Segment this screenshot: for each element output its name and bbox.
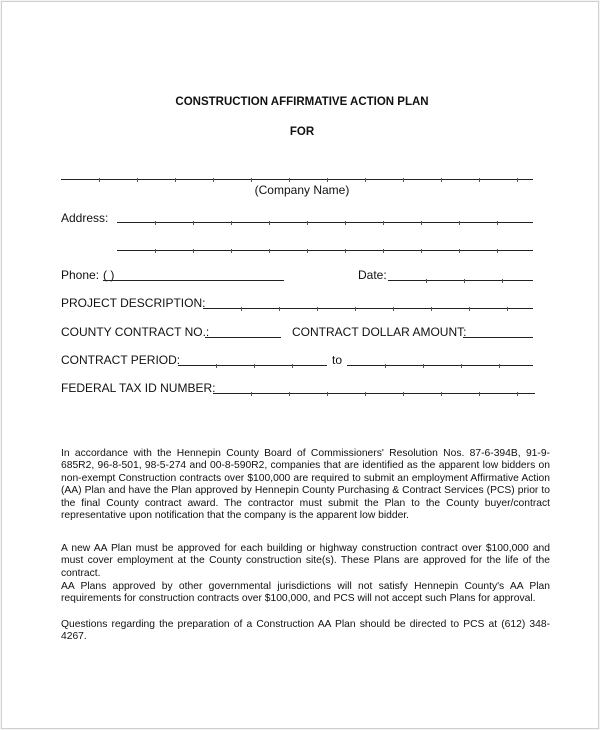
paragraph-new-plan: A new AA Plan must be approved for each building or highway construction contract over $100,000 and must cover employment at the County construction site(s). These Plans are approved for the life of the contract. bbox=[61, 543, 550, 579]
address-label: Address: bbox=[61, 211, 109, 225]
phone-label: Phone: bbox=[61, 268, 100, 282]
project-description-ticks bbox=[241, 307, 533, 311]
federal-tax-label: FEDERAL TAX ID NUMBER: bbox=[61, 381, 216, 395]
for-label: FOR bbox=[289, 126, 315, 138]
contract-period-start-ticks bbox=[216, 364, 327, 368]
company-name-ticks bbox=[99, 178, 533, 182]
contract-amount-field[interactable] bbox=[463, 337, 533, 338]
county-contract-label: COUNTY CONTRACT NO.: bbox=[61, 325, 210, 339]
date-field-ticks bbox=[426, 279, 533, 283]
contract-amount-label: CONTRACT DOLLAR AMOUNT: bbox=[292, 325, 467, 339]
document-title: CONSTRUCTION AFFIRMATIVE ACTION PLAN bbox=[175, 96, 429, 108]
project-description-label: PROJECT DESCRIPTION: bbox=[61, 296, 206, 310]
paragraph-questions: Questions regarding the preparation of a Construction AA Plan should be directed to PCS at (612) 348-4267. bbox=[61, 619, 550, 643]
company-name-caption: (Company Name) bbox=[254, 183, 350, 197]
contract-period-end-ticks bbox=[385, 364, 533, 368]
county-contract-field[interactable] bbox=[205, 337, 281, 338]
contract-period-label: CONTRACT PERIOD: bbox=[61, 353, 181, 367]
address-line-1-ticks bbox=[155, 221, 533, 225]
paragraph-other-jurisdictions: AA Plans approved by other governmental jurisdictions will not satisfy Hennepin County's AA Plan requirements for construction contracts over $100,000, and PCS will not accept such Plans for approval. bbox=[61, 581, 550, 605]
federal-tax-ticks bbox=[251, 392, 535, 396]
document-page bbox=[1, 1, 599, 729]
to-label: to bbox=[332, 353, 343, 367]
address-line-2-ticks bbox=[155, 249, 533, 253]
date-label: Date: bbox=[358, 268, 387, 282]
phone-field[interactable] bbox=[103, 280, 284, 281]
paragraph-resolution: In accordance with the Hennepin County Board of Commissioners' Resolution Nos. 87-6-394B, 91-9-685R2, 96-8-501, 98-5-274 and 00-8-590R2, companies that are identified as the apparent low bidders on non-exempt Construction contracts over $100,000 are required to submit an employment Affirmative Action (AA) Plan and have the Plan approved by Hennepin County Purchasing & Contract Services (PCS) prior to the final County contract award. The contractor must submit the Plan to the County buyer/contract representative upon notification that the company is the apparent low bidder. bbox=[61, 448, 550, 522]
phone-area-code[interactable]: ( ) bbox=[103, 268, 115, 282]
